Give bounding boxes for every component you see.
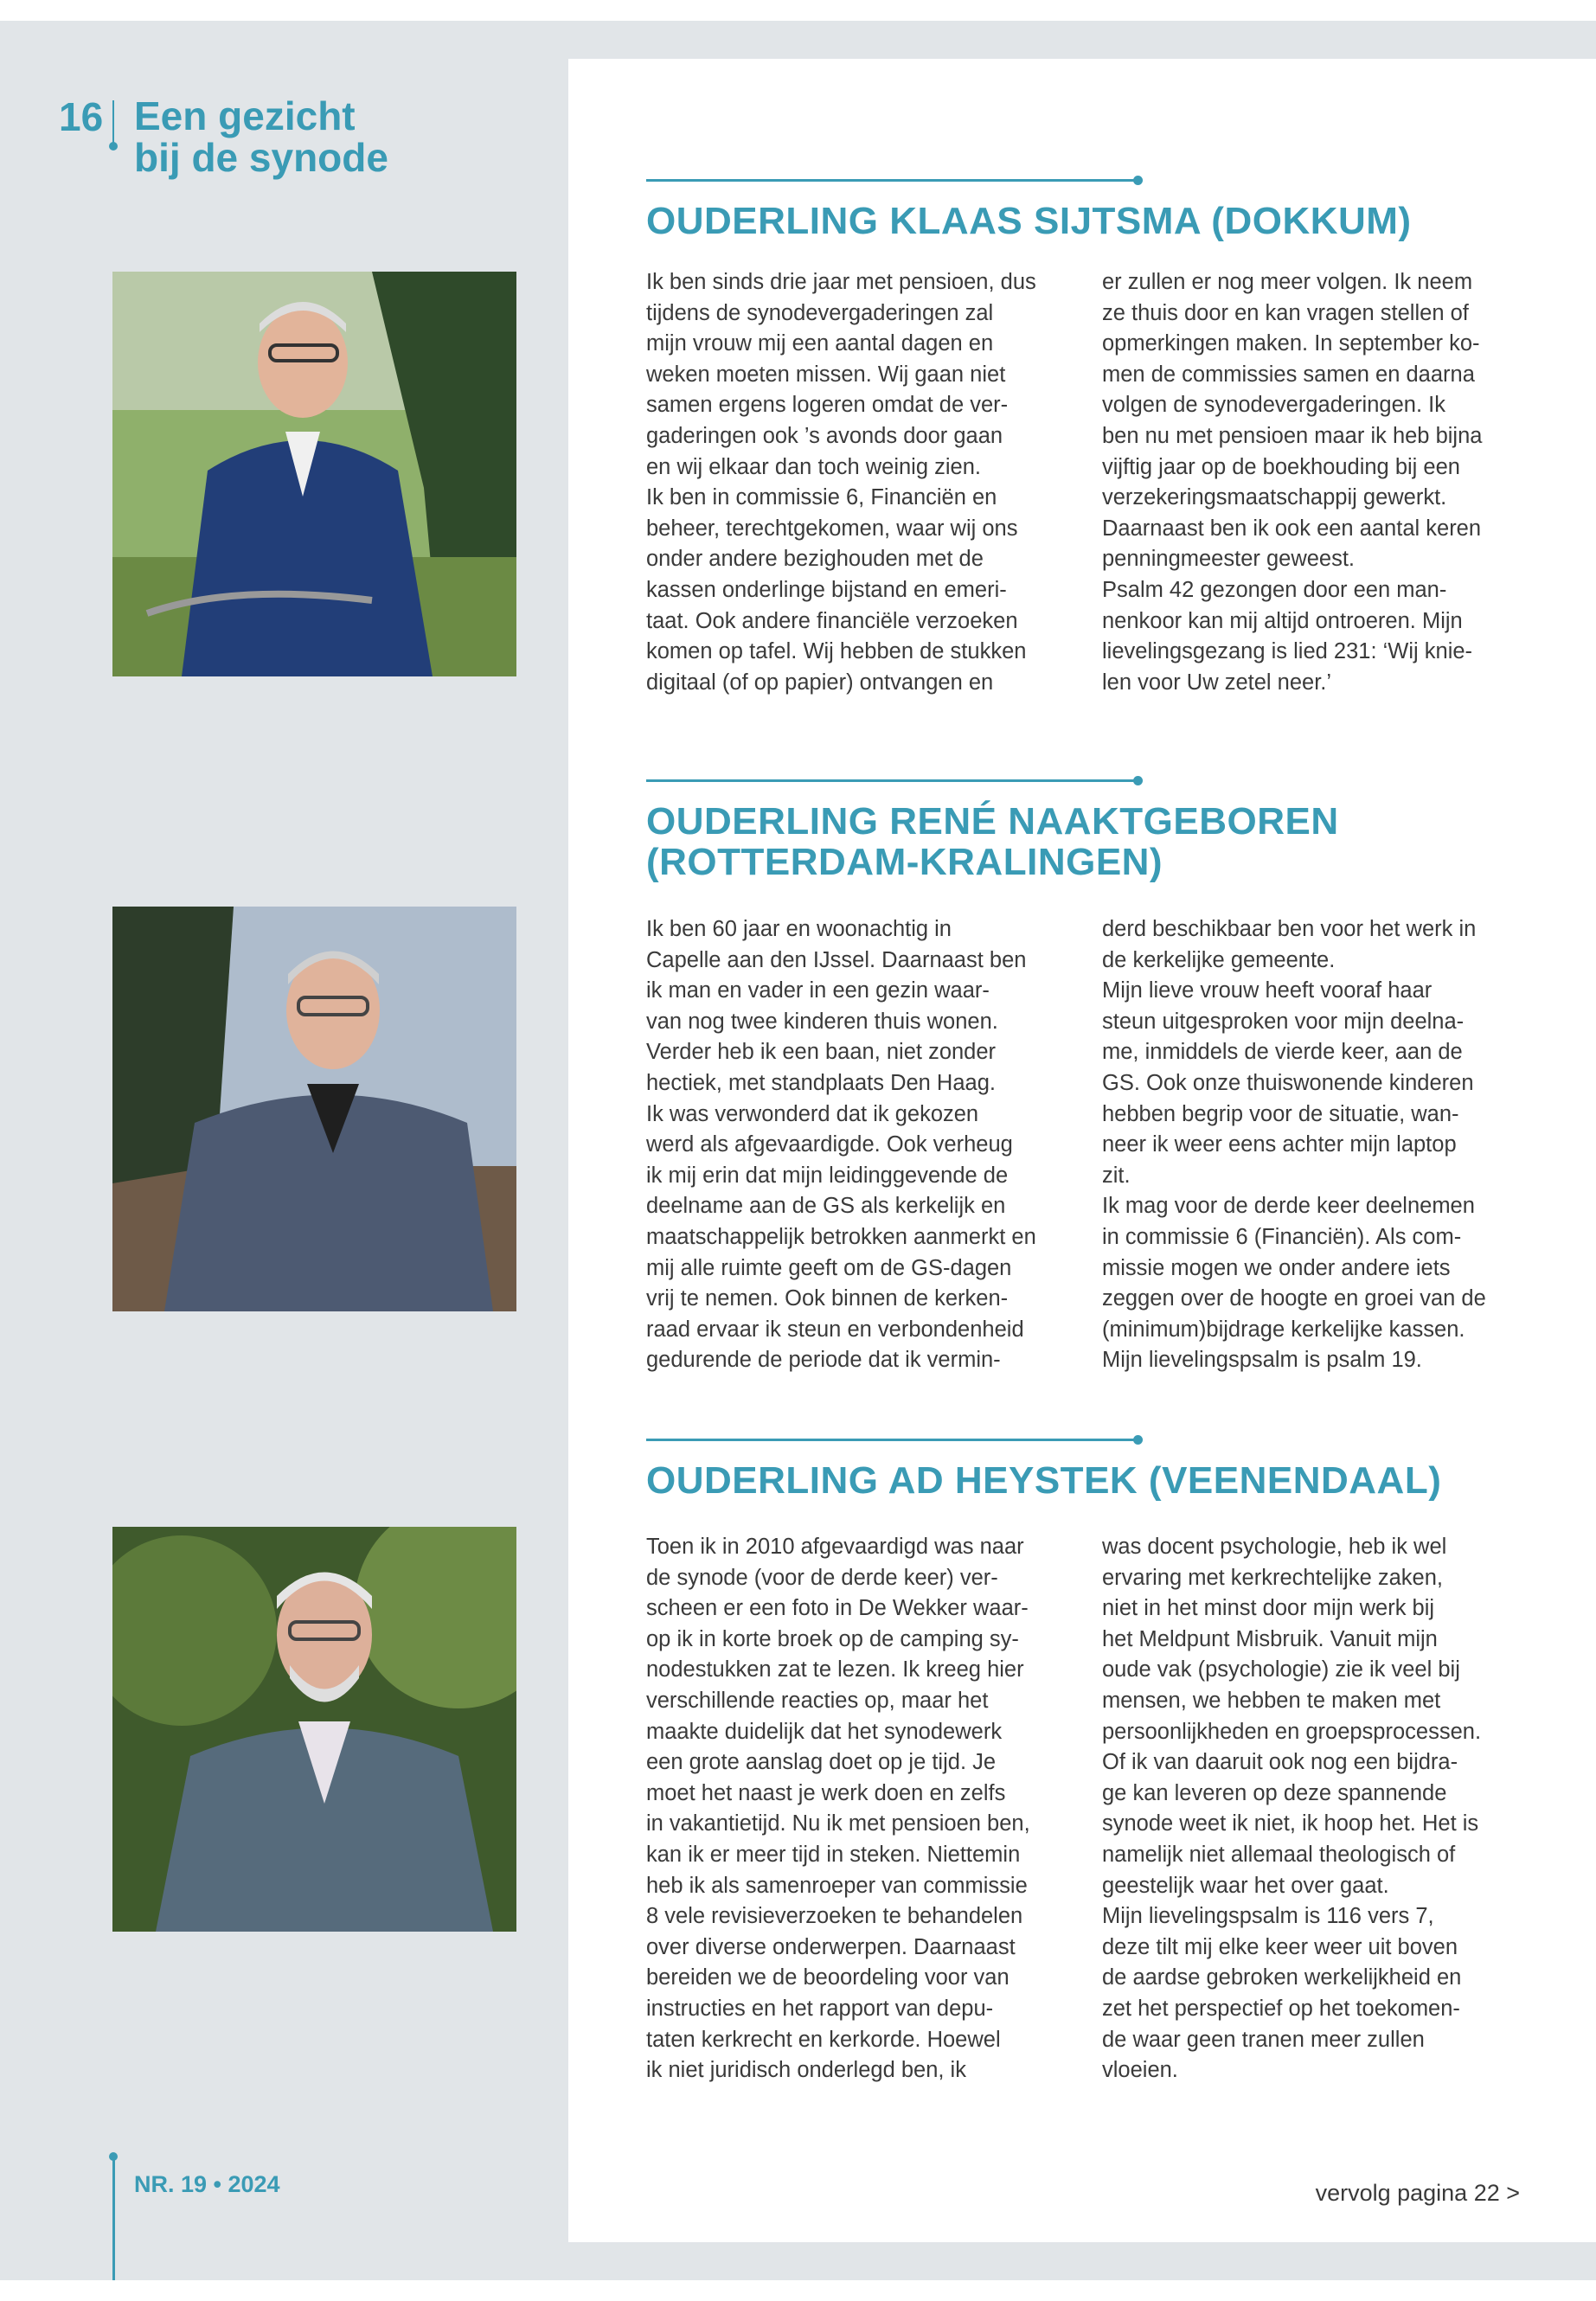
article-rule [646, 1439, 1138, 1441]
article-heading-heystek: OUDERLING AD HEYSTEK (VEENENDAAL) [646, 1459, 1442, 1502]
article-text-col1-heystek: Toen ik in 2010 afgevaardigd was naar de synode (voor de derde keer) ver- scheen er een foto in De Wekker waar- op ik in korte broek op de camping sy- nodestukken zat te lezen. Ik kreeg hier verschillende reacties op, maar het maakte duidelijk dat het synodewerk een grote aanslag doet op je tijd. Je moet het naast je werk doen en zelfs in vakantietijd. Nu ik met pensioen ben, kan ik er meer tijd in steken. Niettemin heb ik als samenroeper van commissie 8 vele revisieverzoeken te behandelen over diverse onderwerpen. Daarnaast bereiden we de beoordeling voor van instructies en het rapport van depu- taten kerkrecht en kerkorde. Hoewel ik niet juridisch onderlegd ben, ik [646, 1535, 1030, 2083]
section-title: Een gezicht bij de synode [134, 93, 388, 180]
article-rule [646, 779, 1138, 782]
article-text-col1-naaktgeboren: Ik ben 60 jaar en woonachtig in Capelle aan den IJssel. Daarnaast ben ik man en vader in een gezin waar- van nog twee kinderen thuis wonen. Verder heb ik een baan, niet zonder hectiek, met standplaats Den Haag. Ik was verwonderd dat ik gekozen werd als afgevaardigde. Ook verheug ik mij erin dat mijn leidinggevende de deelname aan de GS als kerkelijk en maatschappelijk betrokken aanmerkt en mij alle ruimte geeft om de GS-dagen vrij te nemen. Ook binnen de kerken- raad ervaar ik steun en verbondenheid gedurende de periode dat ik vermin- [646, 917, 1036, 1373]
bottom-band [0, 2280, 1596, 2301]
article-rule [646, 179, 1138, 182]
portrait-photo-icon [112, 1527, 516, 1932]
portrait-photo-naaktgeboren [112, 907, 516, 1311]
header-divider [112, 100, 114, 145]
issue-number: NR. 19 • 2024 [134, 2171, 280, 2197]
footer-line [112, 2157, 115, 2280]
portrait-photo-heystek [112, 1527, 516, 1932]
article-text-col1-sijtsma: Ik ben sinds drie jaar met pensioen, dus tijdens de synodevergaderingen zal mijn vrouw mij een aantal dagen en weken moeten missen. Wij gaan niet samen ergens logeren omdat de ver- gaderingen ook ’s avonds door gaan en wij elkaar dan toch weinig zien. Ik ben in commissie 6, Financiën en beheer, terechtgekomen, waar wij ons onder andere bezighouden met de kassen onderlinge bijstand en emeri- taat. Ook andere financiële verzoeken komen op tafel. Wij hebben de stukken digitaal (of op papier) ontvangen en [646, 270, 1036, 695]
article-heading-naaktgeboren: OUDERLING RENÉ NAAKTGEBOREN (ROTTERDAM-KRALINGEN) [646, 800, 1339, 883]
article-text-col2-sijtsma: er zullen er nog meer volgen. Ik neem ze thuis door en kan vragen stellen of opmerkingen maken. In september ko- men de commissies samen en daarna volgen de synodevergaderingen. Ik ben nu met pensioen maar ik heb bijna vijftig jaar op de boekhouding bij een verzekeringsmaatschappij gewerkt. Daarnaast ben ik ook een aantal keren penningmeester geweest. Psalm 42 gezongen door een man- nenkoor kan mij altijd ontroeren. Mijn lievelingsgezang is lied 231: ‘Wij knie- len voor Uw zetel neer.’ [1102, 270, 1483, 695]
portrait-photo-icon [112, 907, 516, 1311]
article-text-col2-heystek: was docent psychologie, heb ik wel ervaring met kerkrechtelijke zaken, niet in het minst door mijn werk bij het Meldpunt Misbruik. Vanuit mijn oude vak (psychologie) zie ik veel bij mensen, we hebben te maken met persoonlijkheden en groepsprocessen. Of ik van daaruit ook nog een bijdra- ge kan leveren op deze spannende synode weet ik niet, ik hoop het. Het is namelijk niet allemaal theologisch of geestelijk waar het over gaat. Mijn lievelingspsalm is 116 vers 7, deze tilt mij elke keer weer uit boven de aardse gebroken werkelijkheid en zet het perspectief op het toekomen- de waar geen tranen meer zullen vloeien. [1102, 1535, 1482, 2083]
continue-link[interactable]: vervolg pagina 22 > [1315, 2180, 1520, 2206]
portrait-photo-icon [112, 272, 516, 676]
page-number: 16 [59, 94, 104, 139]
top-band [0, 0, 1596, 21]
article-heading-sijtsma: OUDERLING KLAAS SIJTSMA (DOKKUM) [646, 200, 1412, 242]
article-text-col2-naaktgeboren: derd beschikbaar ben voor het werk in de kerkelijke gemeente. Mijn lieve vrouw heeft vooraf haar steun uitgesproken voor mijn deelna- me, inmiddels de vierde keer, aan de GS. Ook onze thuiswonende kinderen hebben begrip voor de situatie, wan- neer ik weer eens achter mijn laptop zit. Ik mag voor de derde keer deelnemen in commissie 6 (Financiën). Als com- missie mogen we onder andere iets zeggen over de hoogte en groei van de (minimum)bijdrage kerkelijke kassen. Mijn lievelingspsalm is psalm 19. [1102, 917, 1486, 1373]
portrait-photo-sijtsma [112, 272, 516, 676]
